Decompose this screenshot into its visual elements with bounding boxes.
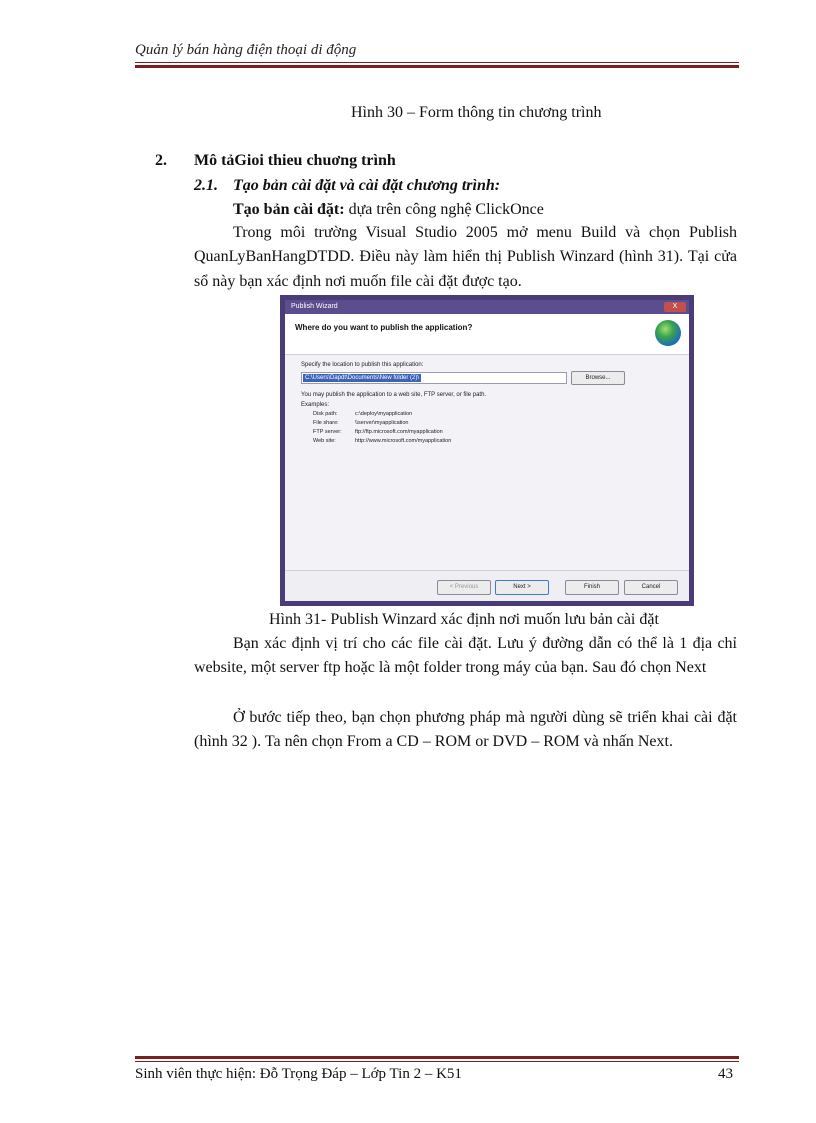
example-label: File share: xyxy=(313,420,339,426)
figure-30-caption: Hình 30 – Form thông tin chương trình xyxy=(351,104,602,121)
section-2-1-number: 2.1. xyxy=(194,177,218,194)
cancel-button[interactable]: Cancel xyxy=(624,580,678,595)
dialog-banner xyxy=(285,314,689,355)
example-label: Web site: xyxy=(313,438,336,444)
dialog-question: Where do you want to publish the application? xyxy=(295,323,473,332)
page-number: 43 xyxy=(718,1066,733,1082)
footer-rule-thin xyxy=(135,1061,739,1062)
examples-label: Examples: xyxy=(301,402,330,408)
publish-location-input[interactable] xyxy=(301,372,567,384)
paragraph-2-text: Bạn xác định vị trí cho các file cài đặt. Lưu ý đường dẫn có thể là 1 địa chỉ website, một server ftp hoặc là một folder trong máy của bạn. Sau đó chọn Next xyxy=(194,635,737,677)
paragraph-3 xyxy=(194,706,737,755)
section-2-title: Mô tảGioi thieu chuơng trình xyxy=(194,152,396,169)
publish-wizard-screenshot xyxy=(280,295,694,606)
example-value: http://www.microsoft.com/myapplication xyxy=(355,438,452,444)
publish-wizard-dialog xyxy=(285,300,689,601)
install-line xyxy=(233,201,544,219)
publish-location-value: C:\Users\Dapdt\Documents\New folder (2)\ xyxy=(305,375,420,381)
example-value: \\server\myapplication xyxy=(355,420,409,426)
example-value: c:\deploy\myapplication xyxy=(355,411,413,417)
next-button[interactable]: Next > xyxy=(495,580,549,595)
close-button[interactable]: X xyxy=(664,302,686,312)
running-header: Quản lý bán hàng điện thoại di động xyxy=(135,42,357,58)
browse-button[interactable]: Browse... xyxy=(571,371,625,385)
example-label: FTP server: xyxy=(313,429,342,435)
finish-button[interactable]: Finish xyxy=(565,580,619,595)
section-2-number: 2. xyxy=(155,152,167,169)
previous-button[interactable]: < Previous xyxy=(437,580,491,595)
specify-label: Specify the location to publish this application: xyxy=(301,362,424,368)
paragraph-1 xyxy=(194,221,737,294)
section-2-1-title: Tạo bản cài đặt và cài đặt chương trình: xyxy=(233,177,501,194)
header-rule-thin xyxy=(135,62,739,63)
install-text: dựa trên công nghệ ClickOnce xyxy=(344,201,544,218)
footer-rule-thick xyxy=(135,1056,739,1059)
paragraph-2 xyxy=(194,632,737,681)
dialog-titlebar xyxy=(285,300,689,314)
paragraph-3-text: Ở bước tiếp theo, bạn chọn phương pháp mà người dùng sẽ triển khai cài đặt (hình 32 ). Ta nên chọn From a CD – ROM or DVD – ROM và nhấn Next. xyxy=(194,709,737,751)
paragraph-1-text: Trong môi trường Visual Studio 2005 mở menu Build và chọn Publish QuanLyBanHangDTDD. Điều này làm hiển thị Publish Winzard (hình 31). Tại cửa sổ này bạn xác định nơi muốn file cài đặt được tạo. xyxy=(194,224,737,290)
globe-icon xyxy=(655,320,681,346)
dialog-button-bar xyxy=(285,570,689,601)
example-value: ftp://ftp.microsoft.com/myapplication xyxy=(355,429,443,435)
example-label: Disk path: xyxy=(313,411,338,417)
header-rule-thick xyxy=(135,65,739,68)
footer-author: Sinh viên thực hiện: Đỗ Trọng Đáp – Lớp Tin 2 – K51 xyxy=(135,1066,462,1082)
install-label: Tạo bản cài đặt: xyxy=(233,201,345,218)
figure-31-caption: Hình 31- Publish Winzard xác định nơi muốn lưu bản cài đặt xyxy=(269,611,659,628)
dialog-title: Publish Wizard xyxy=(291,303,338,310)
may-publish-text: You may publish the application to a web site, FTP server, or file path. xyxy=(301,392,487,398)
